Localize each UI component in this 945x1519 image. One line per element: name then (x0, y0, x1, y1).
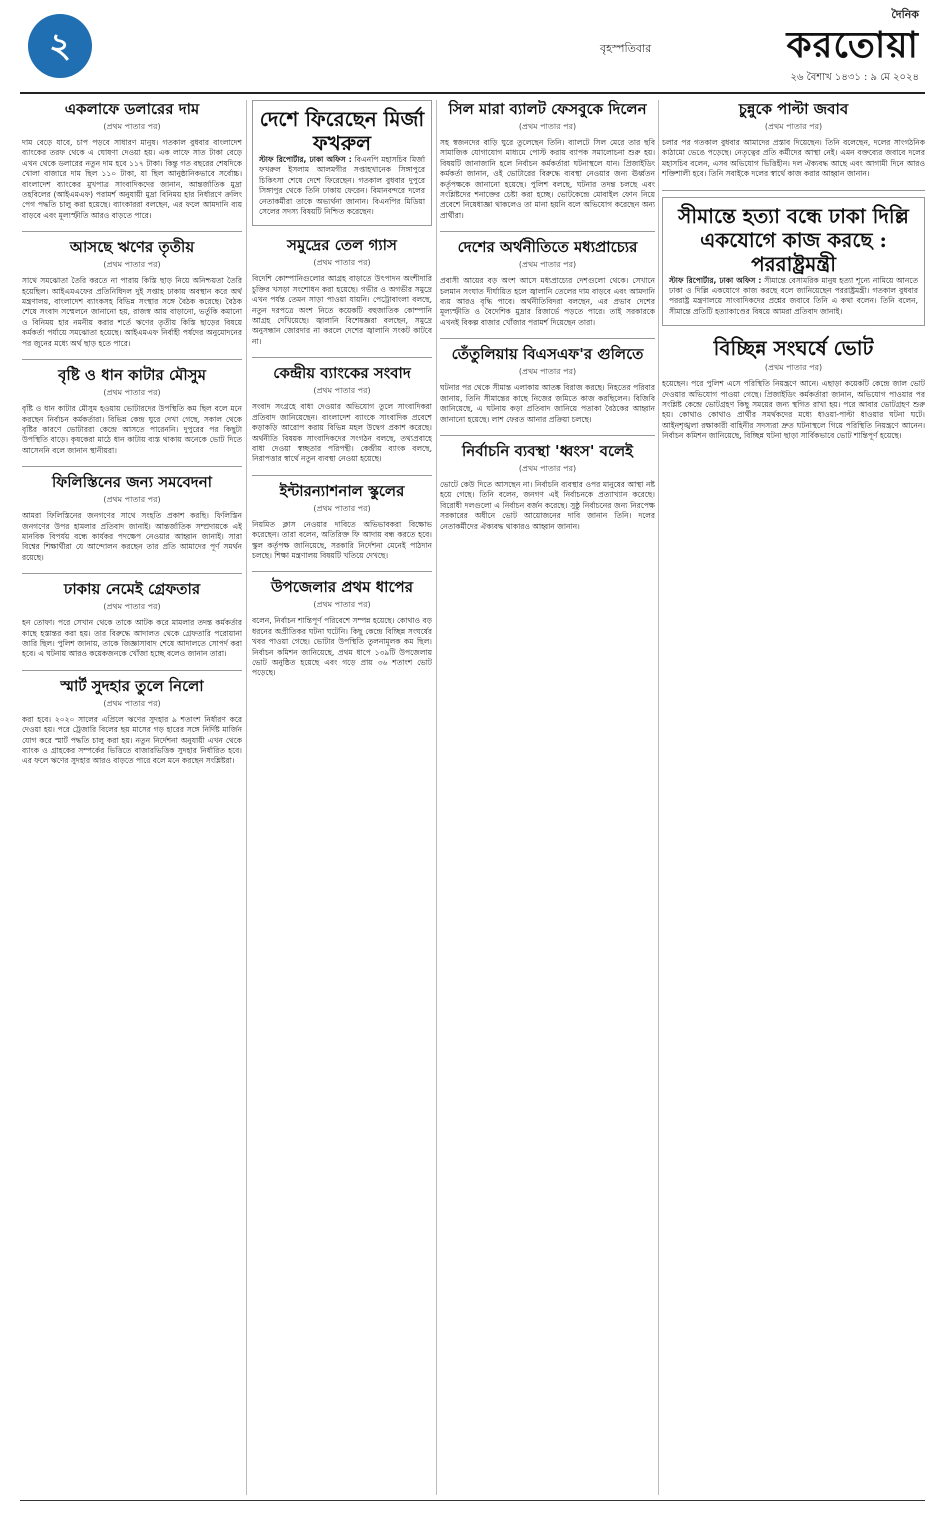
masthead-rule (20, 92, 925, 94)
story-headline: উপজেলার প্রথম ধাপের (271, 578, 413, 597)
story-continuation: (প্রথম পাতার পর) (103, 698, 161, 708)
story-central-bank (252, 364, 432, 464)
story-body: বৃষ্টি ও ধান কাটার মৌসুম হওয়ায় ভোটারদের উপস্থিতি কম ছিল বলে মনে করছেন নির্বাচন কর্মকর্তারা। বিভিন্ন কেন্দ্র ঘুরে দেখা গেছে, সকাল থেকে বৃষ্টির কারণে ভোটাররা কেন্দ্রে আসতে পারেননি। দুপুরের পর কিছুটা উপস্থিতি বাড়ে। কৃষকেরা মাঠে ধান কাটায় ব্যস্ত থাকায় অনেকে ভোট দিতে আসেননি বলে জানান স্থানীয়রা। (22, 404, 242, 455)
story-continuation: (প্রথম পাতার পর) (103, 602, 161, 612)
story-body (259, 155, 425, 217)
column-divider (246, 100, 247, 1495)
story-body: করা হবে। ২০২০ সালের এপ্রিলে ঋণের সুদহার ৯ শতাংশ নির্ধারণ করে দেওয়া হয়। পরে ট্রেজারি বিলের ছয় মাসের গড় হারের সঙ্গে নির্দিষ্ট মার্জিন যোগ করে স্মার্ট পদ্ধতি চালু করা হয়। নতুন নির্দেশনা অনুযায়ী এখন থেকে ব্যাংক ও গ্রাহকের সম্পর্কের ভিত্তিতে বাজারভিত্তিক সুদহার নির্ধারিত হবে। এর ফলে ঋণের সুদহার আরও বাড়তে পারে বলে মনে করছেন সংশ্লিষ্টরা। (22, 714, 242, 766)
divider (440, 231, 655, 232)
story-body: চলার পর গতকাল বুধবার আমাদের প্রস্তাব দিয়েছেন। তিনি বলেছেন, দলের সাংগঠনিক কাঠামো ভেঙে পড়েছে। নেতৃত্বের প্রতি কর্মীদের আস্থা নেই। এমন বক্তব্যের জবাবে দলের মহাসচিব বলেন, এসব অভিযোগ ভিত্তিহীন। দল ঐক্যবদ্ধ আছে এবং আগামী দিনে আরও শক্তিশালী হবে। তিনি সবাইকে দলের স্বার্থে কাজ করার আহ্বান জানান। (662, 138, 925, 179)
story-continuation: (প্রথম পাতার পর) (313, 258, 371, 268)
story-body: ভোটে কেউ দিতে আসছেন না। নির্বাচনি ব্যবস্থার ওপর মানুষের আস্থা নষ্ট হয়ে গেছে। তিনি বলেন, জনগণ এই নির্বাচনকে প্রত্যাখ্যান করেছে। বিরোধী দলগুলো এ নির্বাচন বর্জন করেছে। সুষ্ঠু নির্বাচনের জন্য নিরপেক্ষ সরকারের অধীনে ভোট আয়োজনের দাবি জানান তিনি। দলের নেতাকর্মীদের ঐক্যবদ্ধ থাকারও আহ্বান জানান। (440, 479, 655, 531)
column-3 (440, 100, 655, 1495)
divider (252, 571, 432, 572)
story-dateline: স্টাফ রিপোর্টার, ঢাকা অফিস : (259, 155, 352, 164)
story-continuation: (প্রথম পাতার পর) (103, 495, 161, 505)
story-headline: ঢাকায় নেমেই গ্রেফতার (63, 580, 201, 599)
story-election-system (440, 442, 655, 532)
story-continuation: (প্রথম পাতার পর) (518, 367, 577, 377)
story-continuation: (প্রথম পাতার পর) (764, 363, 823, 373)
story-continuation: (প্রথম পাতার পর) (518, 122, 577, 131)
story-dollar-price (22, 100, 242, 221)
story-headline: সীমান্তে হত্যা বন্ধে ঢাকা দিল্লি একযোগে কাজ করছে : পররাষ্ট্রমন্ত্রী (678, 203, 909, 276)
masthead-day: বৃহস্পতিবার (600, 42, 652, 55)
divider (662, 190, 925, 191)
story-headline: একলাফে ডলারের দাম (64, 100, 200, 118)
story-headline: আসছে ঋণের তৃতীয় (69, 238, 195, 257)
divider (440, 435, 655, 436)
story-continuation: (প্রথম পাতার পর) (103, 388, 161, 398)
story-body: নিয়মিত ক্লাস নেওয়ার দাবিতে অভিভাবকরা বিক্ষোভ করেছেন। তারা বলেন, অতিরিক্ত ফি আদায় বন্ধ করতে হবে। স্কুল কর্তৃপক্ষ জানিয়েছে, সরকারি নির্দেশনা মেনেই পাঠদান চলছে। শিক্ষা মন্ত্রণালয় বিষয়টি খতিয়ে দেখছে। (252, 519, 432, 560)
story-headline: বিচ্ছিন্ন সংঘর্ষে ভোট (713, 336, 874, 361)
story-headline: সিল মারা ব্যালট ফেসবুকে দিলেন (448, 100, 647, 118)
story-rain-harvest (22, 366, 242, 456)
story-continuation: (প্রথম পাতার পর) (313, 600, 371, 610)
divider (22, 466, 242, 467)
story-continuation: (প্রথম পাতার পর) (764, 122, 823, 131)
story-international-school (252, 482, 432, 562)
masthead-date: ২৬ বৈশাখ ১৪৩১ : ৯ মে ২০২৪ (790, 72, 919, 83)
column-divider (658, 100, 659, 1495)
story-headline: দেশের অর্থনীতিতে মধ্যপ্রাচ্যের (457, 238, 638, 257)
story-chunnu-reply (662, 100, 925, 180)
story-headline: বৃষ্টি ও ধান কাটার মৌসুম (58, 366, 206, 385)
story-sea-oil-gas (252, 236, 432, 347)
story-headline: চুন্নুকে পাল্টা জবাব (738, 100, 849, 118)
story-middle-east-economy (440, 238, 655, 328)
story-headline: তেঁতুলিয়ায় বিএসএফ'র গুলিতে (451, 345, 644, 364)
newspaper-brand (759, 6, 919, 66)
story-body: আমরা ফিলিস্তিনের জনগণের সাথে সংহতি প্রকাশ করছি। ফিলিস্তিন জনগণের উপর হামলার প্রতিবাদ জানাই। আন্তর্জাতিক সম্প্রদায়কে এই মানবিক বিপর্যয় বন্ধে কার্যকর পদক্ষেপ নেওয়ার আহ্বান জানাই। সারা বিশ্বের শিক্ষার্থীরা যে আন্দোলন করছেন তার প্রতি আমাদের পূর্ণ সমর্থন রয়েছে। (22, 511, 242, 562)
story-continuation: (প্রথম পাতার পর) (103, 122, 161, 131)
story-headline: ফিলিস্তিনের জন্য সমবেদনা (52, 473, 212, 492)
story-continuation: (প্রথম পাতার পর) (313, 503, 371, 513)
story-body: প্রবাসী আয়ের বড় অংশ আসে মধ্যপ্রাচ্যের দেশগুলো থেকে। সেখানে চলমান সংঘাত দীর্ঘায়িত হলে জ্বালানি তেলের দাম বাড়বে এবং আমদানি ব্যয় আরও বৃদ্ধি পাবে। অর্থনীতিবিদরা বলছেন, এর প্রভাব দেশের মূল্যস্ফীতি ও বৈদেশিক মুদ্রার রিজার্ভে পড়তে পারে। তাই সরকারকে এখনই বিকল্প বাজার খোঁজার পরামর্শ দিয়েছেন তারা। (440, 276, 655, 327)
story-continuation: (প্রথম পাতার পর) (313, 386, 371, 396)
story-headline: কেন্দ্রীয় ব্যাংকের সংবাদ (273, 364, 411, 383)
story-body (669, 276, 918, 318)
footer-rule (20, 1500, 925, 1501)
column-2 (252, 100, 432, 1495)
brand-prefix: দৈনিক (891, 8, 919, 21)
story-headline: ইন্টারন্যাশনাল স্কুলের (279, 481, 405, 500)
story-body: ঘটনার পর থেকে সীমান্ত এলাকায় আতঙ্ক বিরাজ করছে। নিহতের পরিবার জানায়, তিনি সীমান্তের কাছে নিজের জমিতে কাজ করছিলেন। বিজিবি জানিয়েছে, এ ঘটনায় কড়া প্রতিবাদ জানিয়ে পতাকা বৈঠকের আহ্বান জানানো হয়েছে। লাশ ফেরত আনার প্রক্রিয়া চলছে। (440, 383, 655, 424)
story-dhaka-arrest (22, 580, 242, 660)
divider (22, 231, 242, 232)
story-dateline: স্টাফ রিপোর্টার, ঢাকা অফিস : (669, 275, 762, 285)
divider (252, 357, 432, 358)
story-continuation: (প্রথম পাতার পর) (518, 260, 577, 270)
story-headline: স্মার্ট সুদহার তুলে নিলো (60, 676, 204, 695)
story-sealed-ballot (440, 100, 655, 221)
story-smart-interest (22, 677, 242, 767)
story-body: সংবাদ সংগ্রহে বাধা দেওয়ার অভিযোগ তুলে সাংবাদিকরা প্রতিবাদ জানিয়েছেন। বাংলাদেশ ব্যাংকে সাংবাদিক প্রবেশে কড়াকড়ি আরোপ করায় বিভিন্ন মহল উদ্বেগ প্রকাশ করেছে। অর্থনীতি বিষয়ক সাংবাদিকদের সংগঠন বলছে, তথ্যপ্রবাহে বাধা দেওয়া স্বচ্ছতার পরিপন্থী। কেন্দ্রীয় ব্যাংক বলছে, নিরাপত্তার স্বার্থে নতুন ব্যবস্থা নেওয়া হয়েছে। (252, 402, 432, 464)
story-body: সাথে সমঝোতা তৈরি করতে না পারায় কিস্তি ছাড় নিয়ে অনিশ্চয়তা তৈরি হয়েছিল। আইএমএফের প্রতিনিধিদল দুই সপ্তাহ ঢাকায় অবস্থান করে অর্থ মন্ত্রণালয়, বাংলাদেশ ব্যাংকসহ বিভিন্ন সংস্থার সঙ্গে বৈঠক করেছে। বৈঠক শেষে সংবাদ সম্মেলনে জানানো হয়, রাজস্ব আয় বাড়ানো, ভর্তুকি কমানো ও বিনিময় হার নমনীয় করার শর্তে ঋণের তৃতীয় কিস্তি ছাড়ের বিষয়ে কর্মকর্তা পর্যায়ে সমঝোতা হয়েছে। আইএমএফ নির্বাহী পর্ষদের অনুমোদনের পর জুনের মধ্যে অর্থ ছাড় হতে পারে। (22, 276, 242, 348)
column-4 (662, 100, 925, 1495)
column-divider (436, 100, 437, 1495)
divider (22, 359, 242, 360)
divider (252, 475, 432, 476)
story-continuation: (প্রথম পাতার পর) (518, 463, 577, 473)
story-body: দাম বেড়ে যাবে, চাপ পড়বে সাধারণ মানুষ। গতকাল বুধবার বাংলাদেশ ব্যাংকের তরফ থেকে এ ঘোষণা দেওয়া হয়। এক লাফে সাত টাকা বেড়ে এখন থেকে ডলারের নতুন দাম হবে ১১৭ টাকা। কিন্তু গত বছরের শেষদিকে খোলা বাজারে দাম ছিল ১১০ টাকা, যা ছিল আনুষ্ঠানিকভাবে সর্বোচ্চ। বাংলাদেশ ব্যাংকের মুখপাত্র সাংবাদিকদের জানান, আন্তর্জাতিক মুদ্রা তহবিলের (আইএমএফ) পরামর্শ অনুযায়ী মুদ্রা বিনিময় হার নির্ধারণে ক্রলিং পেগ পদ্ধতি চালু করা হয়েছে। ব্যাংকাররা বলছেন, এর ফলে আমদানি ব্যয় বাড়বে এবং মূল্যস্ফীতি আরও বাড়তে পারে। (22, 138, 242, 220)
story-body-text: সীমান্তে বেসামরিক মানুষ হত্যা শূন্যে নামিয়ে আনতে ঢাকা ও দিল্লি একযোগে কাজ করছে বলে জানিয়েছেন পররাষ্ট্রমন্ত্রী। গতকাল বুধবার পররাষ্ট্র মন্ত্রণালয়ে সাংবাদিকদের প্রশ্নের জবাবে তিনি এ কথা বলেন। তিনি বলেন, সীমান্তে প্রতিটি হত্যাকাণ্ডের বিষয়ে আমরা প্রতিবাদ জানাই। (669, 275, 918, 316)
story-body: বিদেশি কোম্পানিগুলোর আগ্রহ বাড়াতে উৎপাদন অংশীদারি চুক্তির খসড়া সংশোধন করা হয়েছে। গভীর ও অগভীর সমুদ্রে এখন পর্যন্ত তেমন সাড়া পাওয়া যায়নি। পেট্রোবাংলা বলছে, নতুন দরপত্রে অংশ নিতে কয়েকটি বহুজাতিক কোম্পানি আগ্রহ দেখিয়েছে। জ্বালানি বিশেষজ্ঞরা বলছেন, সমুদ্রে অনুসন্ধান জোরদার না করলে দেশের জ্বালানি সংকট কাটবে না। (252, 274, 432, 346)
divider (22, 573, 242, 574)
story-headline: নির্বাচনি ব্যবস্থা 'ধ্বংস' বলেই (462, 441, 633, 460)
story-continuation: (প্রথম পাতার পর) (103, 260, 161, 270)
brand-name: করতোয়া (786, 24, 919, 66)
story-headline: সমুদ্রের তেল গ্যাস (287, 236, 397, 255)
story-palestine (22, 473, 242, 563)
column-1 (22, 100, 242, 1495)
story-body: সহ স্বজনদের বাড়ি ঘুরে তুলেছেন তিনি। ব্যালটে সিল মেরে তার ছবি সামাজিক যোগাযোগ মাধ্যমে পোস্ট করায় ব্যাপক সমালোচনা শুরু হয়। বিষয়টি জানাজানি হলে নির্বাচন কর্মকর্তারা ঘটনাস্থলে যান। প্রিজাইডিং কর্মকর্তা জানান, ওই ভোটারের বিরুদ্ধে ব্যবস্থা নেওয়ার জন্য ঊর্ধ্বতন কর্তৃপক্ষকে জানানো হয়েছে। পুলিশ বলছে, ঘটনার তদন্ত চলছে এবং সংশ্লিষ্টদের শনাক্তের চেষ্টা করা হচ্ছে। ভোটকেন্দ্রে মোবাইল ফোন নিয়ে প্রবেশে নিষেধাজ্ঞা থাকলেও তা মানা হয়নি বলে অভিযোগ করেছেন অন্য প্রার্থীরা। (440, 138, 655, 220)
story-body: বলেন, নির্বাচন শান্তিপূর্ণ পরিবেশে সম্পন্ন হয়েছে। কোথাও বড় ধরনের অপ্রীতিকর ঘটনা ঘটেনি। কিছু কেন্দ্রে বিচ্ছিন্ন সংঘর্ষের খবর পাওয়া গেছে। ভোটার উপস্থিতি তুলনামূলক কম ছিল। নির্বাচন কমিশন জানিয়েছে, প্রথম ধাপে ১৩৯টি উপজেলায় ভোট অনুষ্ঠিত হয়েছে এবং গড়ে প্রায় ৩৬ শতাংশ ভোট পড়েছে। (252, 616, 432, 678)
story-upazila-first-phase (252, 578, 432, 678)
story-border-killing (662, 197, 925, 327)
story-mirza-fakhrul (252, 100, 432, 226)
divider (440, 338, 655, 339)
page-number-badge: ২ (28, 14, 92, 78)
story-body: হয়েছেন। পরে পুলিশ এসে পরিস্থিতি নিয়ন্ত্রণে আনে। এছাড়া কয়েকটি কেন্দ্রে জাল ভোট দেওয়ার অভিযোগ পাওয়া গেছে। প্রিজাইডিং কর্মকর্তারা জানান, অভিযোগ পাওয়ার পর সংশ্লিষ্ট কেন্দ্রে ভোটগ্রহণ কিছু সময়ের জন্য স্থগিত রাখা হয়। পরে আবার ভোটগ্রহণ শুরু হয়। কোথাও কোথাও প্রার্থীর সমর্থকদের মধ্যে ধাওয়া-পাল্টা ধাওয়ার ঘটনা ঘটে। আইনশৃঙ্খলা রক্ষাকারী বাহিনীর সদস্যরা দ্রুত ঘটনাস্থলে গিয়ে পরিস্থিতি নিয়ন্ত্রণে আনেন। নির্বাচন কমিশন জানিয়েছে, বিচ্ছিন্ন ঘটনা ছাড়া সার্বিকভাবে ভোট শান্তিপূর্ণ হয়েছে। (662, 379, 925, 441)
story-body: হন তোফা। পরে সেখান থেকে তাকে আটক করে মামলার তদন্ত কর্মকর্তার কাছে হস্তান্তর করা হয়। তার বিরুদ্ধে আদালত থেকে গ্রেফতারি পরোয়ানা জারি ছিল। পুলিশ জানায়, তাকে জিজ্ঞাসাবাদ শেষে আদালতে সোপর্দ করা হবে। এ ঘটনায় আরও কয়েকজনকে খোঁজা হচ্ছে বলেও জানান তারা। (22, 618, 242, 659)
story-tetulia-bsf (440, 345, 655, 425)
masthead (0, 0, 945, 96)
story-scattered-clashes (662, 336, 925, 441)
divider (22, 670, 242, 671)
story-body-text: বিএনপি মহাসচিব মির্জা ফখরুল ইসলাম আলমগীর সপ্তাহখানেক সিঙ্গাপুরে চিকিৎসা শেষে দেশে ফিরেছেন। গতকাল বুধবার দুপুরে সিঙ্গাপুর থেকে তিনি ঢাকায় ফেরেন। বিমানবন্দরে দলের নেতাকর্মীরা তাকে অভ্যর্থনা জানান। বিএনপির মিডিয়া সেলের সদস্য বিষয়টি নিশ্চিত করেছেন। (259, 155, 425, 217)
story-loan-installment (22, 238, 242, 349)
story-headline: দেশে ফিরেছেন মির্জা ফখরুল (259, 107, 425, 155)
